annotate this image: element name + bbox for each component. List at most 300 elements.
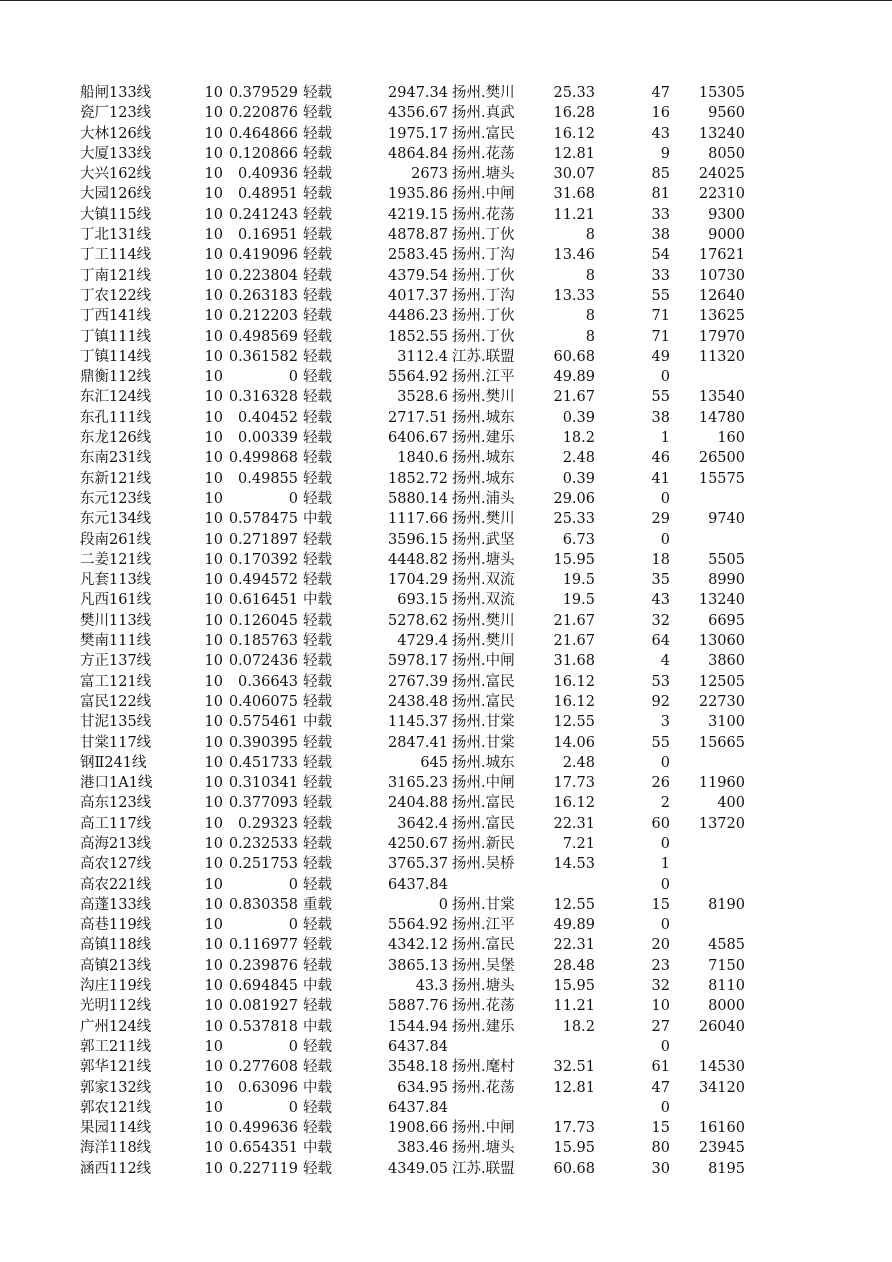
cell-voltage-kv: 10 xyxy=(204,653,223,670)
cell-load-status: 轻载 xyxy=(303,957,332,974)
cell-load-ratio: 0.498569 xyxy=(228,328,298,345)
table-row xyxy=(0,733,892,753)
cell-count: 15 xyxy=(651,1120,670,1137)
cell-remaining-capacity: 3765.37 xyxy=(388,856,448,873)
cell-remaining-capacity: 1908.66 xyxy=(388,1120,448,1137)
cell-substation: 扬州.城东 xyxy=(452,470,515,487)
cell-load-status: 轻载 xyxy=(303,1059,332,1076)
cell-count: 35 xyxy=(651,572,670,589)
cell-load-ratio: 0.263183 xyxy=(228,287,298,304)
table-row xyxy=(0,509,892,529)
cell-voltage-kv: 10 xyxy=(204,531,223,548)
table-row xyxy=(0,834,892,854)
cell-voltage-kv: 10 xyxy=(204,1140,223,1157)
cell-remaining-capacity: 645 xyxy=(420,754,448,771)
cell-substation: 扬州.吴桥 xyxy=(452,856,515,873)
cell-distance: 25.33 xyxy=(553,85,595,101)
cell-substation: 扬州.武坚 xyxy=(452,531,515,548)
cell-remaining-capacity: 5564.92 xyxy=(388,917,448,934)
cell-load-ratio: 0.499868 xyxy=(228,450,298,467)
cell-load-ratio: 0.223804 xyxy=(228,267,298,284)
cell-capacity: 34120 xyxy=(698,1079,745,1096)
cell-capacity: 23945 xyxy=(698,1140,745,1157)
cell-load-ratio: 0.578475 xyxy=(228,511,298,528)
cell-voltage-kv: 10 xyxy=(204,125,223,142)
cell-substation: 扬州.中闸 xyxy=(452,1120,515,1137)
table-row xyxy=(0,530,892,550)
cell-voltage-kv: 10 xyxy=(204,1079,223,1096)
table-row xyxy=(0,753,892,773)
cell-voltage-kv: 10 xyxy=(204,896,223,913)
cell-load-status: 轻载 xyxy=(303,998,332,1015)
cell-voltage-kv: 10 xyxy=(204,551,223,568)
cell-load-status: 轻载 xyxy=(303,267,332,284)
table-row xyxy=(0,895,892,915)
cell-load-ratio: 0.16951 xyxy=(238,227,298,244)
cell-substation: 扬州.丁沟 xyxy=(452,287,515,304)
feeder-load-table xyxy=(0,83,892,1179)
cell-substation: 扬州.富民 xyxy=(452,815,515,832)
cell-substation: 扬州.吴堡 xyxy=(452,957,515,974)
cell-load-status: 轻载 xyxy=(303,1160,332,1177)
cell-load-ratio: 0.212203 xyxy=(228,308,298,325)
cell-load-ratio: 0.575461 xyxy=(228,714,298,731)
cell-substation: 扬州.麾村 xyxy=(452,1059,515,1076)
cell-load-status: 轻载 xyxy=(303,775,332,792)
cell-load-status: 轻载 xyxy=(303,348,332,365)
cell-load-ratio: 0.239876 xyxy=(228,957,298,974)
cell-substation: 扬州.丁伙 xyxy=(452,227,515,244)
cell-voltage-kv: 10 xyxy=(204,470,223,487)
cell-line-name: 郭农121线 xyxy=(80,1099,152,1116)
cell-remaining-capacity: 4864.84 xyxy=(388,145,448,162)
cell-substation: 扬州.丁沟 xyxy=(452,247,515,264)
cell-load-ratio: 0.232533 xyxy=(228,835,298,852)
cell-remaining-capacity: 3596.15 xyxy=(388,531,448,548)
table-row xyxy=(0,1138,892,1158)
cell-remaining-capacity: 1704.29 xyxy=(388,572,448,589)
cell-load-status: 轻载 xyxy=(303,917,332,934)
cell-remaining-capacity: 1840.6 xyxy=(397,450,448,467)
table-row xyxy=(0,1098,892,1118)
cell-line-name: 涵西112线 xyxy=(80,1160,152,1177)
cell-substation: 扬州.江平 xyxy=(452,917,515,934)
cell-load-status: 轻载 xyxy=(303,206,332,223)
cell-remaining-capacity: 5278.62 xyxy=(388,612,448,629)
cell-capacity: 13060 xyxy=(698,633,745,650)
cell-line-name: 高农127线 xyxy=(80,856,152,873)
cell-load-status: 中载 xyxy=(303,592,332,609)
cell-load-ratio: 0.116977 xyxy=(228,937,298,954)
cell-load-status: 中载 xyxy=(303,1079,332,1096)
cell-distance: 60.68 xyxy=(553,1160,595,1177)
cell-voltage-kv: 10 xyxy=(204,430,223,447)
cell-substation: 扬州.塘头 xyxy=(452,166,515,183)
cell-voltage-kv: 10 xyxy=(204,856,223,873)
cell-line-name: 东新121线 xyxy=(80,470,152,487)
cell-distance: 13.46 xyxy=(553,247,595,264)
cell-capacity: 24025 xyxy=(698,166,745,183)
cell-remaining-capacity: 2404.88 xyxy=(388,795,448,812)
cell-voltage-kv: 10 xyxy=(204,105,223,122)
cell-capacity: 3860 xyxy=(708,653,745,670)
cell-distance: 8 xyxy=(585,267,595,284)
cell-distance: 18.2 xyxy=(562,1018,595,1035)
cell-substation: 扬州.富民 xyxy=(452,937,515,954)
cell-line-name: 大镇115线 xyxy=(80,206,152,223)
cell-count: 33 xyxy=(651,267,670,284)
table-row xyxy=(0,144,892,164)
cell-capacity: 22730 xyxy=(698,693,745,710)
cell-load-ratio: 0.00339 xyxy=(238,430,298,447)
cell-voltage-kv: 10 xyxy=(204,795,223,812)
cell-line-name: 高巷119线 xyxy=(80,917,152,934)
table-row xyxy=(0,976,892,996)
cell-count: 0 xyxy=(660,835,670,852)
cell-distance: 8 xyxy=(585,308,595,325)
cell-capacity: 9740 xyxy=(708,511,745,528)
table-row xyxy=(0,387,892,407)
cell-substation: 扬州.富民 xyxy=(452,795,515,812)
cell-distance: 31.68 xyxy=(553,186,595,203)
cell-count: 61 xyxy=(651,1059,670,1076)
table-row xyxy=(0,590,892,610)
cell-count: 23 xyxy=(651,957,670,974)
cell-line-name: 丁西141线 xyxy=(80,308,152,325)
cell-substation: 扬州.中闸 xyxy=(452,186,515,203)
cell-voltage-kv: 10 xyxy=(204,673,223,690)
cell-distance: 22.31 xyxy=(553,937,595,954)
cell-load-ratio: 0 xyxy=(288,1099,298,1116)
cell-line-name: 富工121线 xyxy=(80,673,152,690)
cell-capacity: 9000 xyxy=(708,227,745,244)
cell-substation: 扬州.甘棠 xyxy=(452,896,515,913)
cell-load-ratio: 0 xyxy=(288,917,298,934)
cell-line-name: 高东123线 xyxy=(80,795,152,812)
cell-voltage-kv: 10 xyxy=(204,308,223,325)
cell-load-ratio: 0.63096 xyxy=(238,1079,298,1096)
cell-voltage-kv: 10 xyxy=(204,85,223,101)
table-row xyxy=(0,367,892,387)
cell-load-ratio: 0.170392 xyxy=(228,551,298,568)
cell-load-ratio: 0.227119 xyxy=(228,1160,298,1177)
cell-capacity: 16160 xyxy=(698,1120,745,1137)
cell-count: 32 xyxy=(651,612,670,629)
cell-load-status: 轻载 xyxy=(303,1099,332,1116)
cell-load-ratio: 0.120866 xyxy=(228,145,298,162)
cell-substation: 扬州.花荡 xyxy=(452,998,515,1015)
cell-voltage-kv: 10 xyxy=(204,937,223,954)
cell-remaining-capacity: 6437.84 xyxy=(388,876,448,893)
cell-line-name: 凡西161线 xyxy=(80,592,152,609)
cell-load-status: 轻载 xyxy=(303,389,332,406)
cell-voltage-kv: 10 xyxy=(204,734,223,751)
cell-count: 33 xyxy=(651,206,670,223)
cell-distance: 14.06 xyxy=(553,734,595,751)
cell-remaining-capacity: 0 xyxy=(438,896,448,913)
cell-line-name: 高镇118线 xyxy=(80,937,152,954)
cell-load-status: 轻载 xyxy=(303,693,332,710)
cell-capacity: 11320 xyxy=(698,348,745,365)
cell-distance: 19.5 xyxy=(562,592,595,609)
cell-load-status: 轻载 xyxy=(303,612,332,629)
cell-line-name: 大园126线 xyxy=(80,186,152,203)
cell-voltage-kv: 10 xyxy=(204,1018,223,1035)
cell-remaining-capacity: 1975.17 xyxy=(388,125,448,142)
table-row xyxy=(0,875,892,895)
cell-count: 0 xyxy=(660,490,670,507)
cell-line-name: 光明112线 xyxy=(80,998,152,1015)
cell-distance: 14.53 xyxy=(553,856,595,873)
cell-distance: 25.33 xyxy=(553,511,595,528)
cell-remaining-capacity: 4878.87 xyxy=(388,227,448,244)
table-row xyxy=(0,347,892,367)
cell-capacity: 400 xyxy=(717,795,745,812)
cell-distance: 2.48 xyxy=(562,450,595,467)
cell-count: 1 xyxy=(660,430,670,447)
cell-voltage-kv: 10 xyxy=(204,328,223,345)
cell-voltage-kv: 10 xyxy=(204,693,223,710)
cell-substation: 扬州.甘棠 xyxy=(452,734,515,751)
cell-load-ratio: 0.419096 xyxy=(228,247,298,264)
cell-line-name: 大兴162线 xyxy=(80,166,152,183)
table-row xyxy=(0,1159,892,1179)
cell-distance: 31.68 xyxy=(553,653,595,670)
cell-load-status: 轻载 xyxy=(303,633,332,650)
cell-load-ratio: 0.40936 xyxy=(238,166,298,183)
cell-line-name: 果园114线 xyxy=(80,1120,152,1137)
cell-load-ratio: 0.36643 xyxy=(238,673,298,690)
table-row xyxy=(0,1078,892,1098)
cell-load-ratio: 0 xyxy=(288,369,298,386)
cell-voltage-kv: 10 xyxy=(204,1160,223,1177)
cell-load-status: 轻载 xyxy=(303,247,332,264)
cell-distance: 21.67 xyxy=(553,612,595,629)
cell-count: 46 xyxy=(651,450,670,467)
cell-count: 54 xyxy=(651,247,670,264)
cell-remaining-capacity: 5887.76 xyxy=(388,998,448,1015)
table-row xyxy=(0,712,892,732)
cell-remaining-capacity: 1544.94 xyxy=(388,1018,448,1035)
cell-load-ratio: 0.220876 xyxy=(228,105,298,122)
cell-count: 55 xyxy=(651,389,670,406)
cell-load-status: 轻载 xyxy=(303,754,332,771)
cell-remaining-capacity: 4379.54 xyxy=(388,267,448,284)
cell-load-status: 轻载 xyxy=(303,287,332,304)
cell-voltage-kv: 10 xyxy=(204,572,223,589)
cell-load-ratio: 0.48951 xyxy=(238,186,298,203)
cell-line-name: 丁南121线 xyxy=(80,267,152,284)
cell-load-ratio: 0.537818 xyxy=(228,1018,298,1035)
cell-load-status: 轻载 xyxy=(303,308,332,325)
cell-load-ratio: 0.316328 xyxy=(228,389,298,406)
cell-line-name: 高海213线 xyxy=(80,835,152,852)
table-row xyxy=(0,124,892,144)
table-row xyxy=(0,266,892,286)
cell-voltage-kv: 10 xyxy=(204,227,223,244)
table-row xyxy=(0,225,892,245)
cell-voltage-kv: 10 xyxy=(204,1038,223,1055)
cell-load-status: 轻载 xyxy=(303,227,332,244)
cell-capacity: 13240 xyxy=(698,125,745,142)
cell-capacity: 14530 xyxy=(698,1059,745,1076)
cell-load-status: 轻载 xyxy=(303,734,332,751)
cell-capacity: 10730 xyxy=(698,267,745,284)
cell-remaining-capacity: 2717.51 xyxy=(388,409,448,426)
cell-load-ratio: 0.251753 xyxy=(228,856,298,873)
cell-load-ratio: 0.277608 xyxy=(228,1059,298,1076)
cell-load-status: 轻载 xyxy=(303,369,332,386)
cell-remaining-capacity: 4448.82 xyxy=(388,551,448,568)
cell-line-name: 郭工211线 xyxy=(80,1038,152,1055)
cell-load-status: 轻载 xyxy=(303,551,332,568)
cell-remaining-capacity: 6437.84 xyxy=(388,1038,448,1055)
cell-count: 4 xyxy=(660,653,670,670)
cell-line-name: 丁北131线 xyxy=(80,227,152,244)
cell-count: 60 xyxy=(651,815,670,832)
cell-count: 38 xyxy=(651,409,670,426)
table-row xyxy=(0,83,892,103)
cell-remaining-capacity: 5978.17 xyxy=(388,653,448,670)
cell-line-name: 二姜121线 xyxy=(80,551,152,568)
cell-capacity: 8990 xyxy=(708,572,745,589)
cell-load-status: 轻载 xyxy=(303,876,332,893)
cell-voltage-kv: 10 xyxy=(204,835,223,852)
cell-substation: 扬州.城东 xyxy=(452,754,515,771)
cell-substation: 扬州.樊川 xyxy=(452,389,515,406)
table-row xyxy=(0,286,892,306)
cell-line-name: 大厦133线 xyxy=(80,145,152,162)
cell-load-status: 中载 xyxy=(303,714,332,731)
cell-voltage-kv: 10 xyxy=(204,876,223,893)
cell-line-name: 丁镇111线 xyxy=(80,328,152,345)
cell-line-name: 钢Ⅱ241线 xyxy=(80,754,147,771)
cell-line-name: 东汇124线 xyxy=(80,389,152,406)
table-row xyxy=(0,1118,892,1138)
cell-count: 9 xyxy=(660,145,670,162)
cell-count: 16 xyxy=(651,105,670,122)
cell-distance: 8 xyxy=(585,227,595,244)
cell-count: 0 xyxy=(660,369,670,386)
cell-substation: 扬州.富民 xyxy=(452,673,515,690)
cell-line-name: 东南231线 xyxy=(80,450,152,467)
table-row xyxy=(0,327,892,347)
cell-substation: 扬州.真武 xyxy=(452,105,515,122)
table-row xyxy=(0,672,892,692)
cell-distance: 28.48 xyxy=(553,957,595,974)
cell-remaining-capacity: 6437.84 xyxy=(388,1099,448,1116)
cell-count: 0 xyxy=(660,531,670,548)
cell-load-ratio: 0.29323 xyxy=(238,815,298,832)
cell-load-status: 轻载 xyxy=(303,572,332,589)
cell-substation: 扬州.浦头 xyxy=(452,490,515,507)
cell-distance: 12.55 xyxy=(553,896,595,913)
cell-count: 55 xyxy=(651,287,670,304)
cell-voltage-kv: 10 xyxy=(204,287,223,304)
table-row xyxy=(0,793,892,813)
cell-load-status: 中载 xyxy=(303,1140,332,1157)
cell-capacity: 13720 xyxy=(698,815,745,832)
top-border xyxy=(0,0,892,1)
cell-line-name: 高镇213线 xyxy=(80,957,152,974)
cell-substation: 扬州.富民 xyxy=(452,693,515,710)
cell-count: 71 xyxy=(651,328,670,345)
cell-distance: 30.07 xyxy=(553,166,595,183)
cell-load-ratio: 0.499636 xyxy=(228,1120,298,1137)
table-row xyxy=(0,448,892,468)
cell-voltage-kv: 10 xyxy=(204,267,223,284)
cell-load-status: 轻载 xyxy=(303,673,332,690)
cell-substation: 扬州.樊川 xyxy=(452,85,515,101)
cell-distance: 8 xyxy=(585,328,595,345)
table-row xyxy=(0,469,892,489)
cell-distance: 12.81 xyxy=(553,145,595,162)
cell-line-name: 船闸133线 xyxy=(80,85,152,101)
cell-remaining-capacity: 2847.41 xyxy=(388,734,448,751)
cell-load-status: 轻载 xyxy=(303,125,332,142)
cell-load-ratio: 0 xyxy=(288,490,298,507)
cell-distance: 11.21 xyxy=(553,206,595,223)
cell-capacity: 26500 xyxy=(698,450,745,467)
cell-line-name: 方正137线 xyxy=(80,653,152,670)
cell-distance: 19.5 xyxy=(562,572,595,589)
cell-load-status: 中载 xyxy=(303,978,332,995)
cell-line-name: 东龙126线 xyxy=(80,430,152,447)
cell-distance: 6.73 xyxy=(562,531,595,548)
table-row xyxy=(0,408,892,428)
cell-count: 0 xyxy=(660,917,670,934)
cell-distance: 16.12 xyxy=(553,673,595,690)
table-row xyxy=(0,935,892,955)
cell-substation: 扬州.樊川 xyxy=(452,511,515,528)
cell-line-name: 段南261线 xyxy=(80,531,152,548)
cell-load-status: 中载 xyxy=(303,511,332,528)
cell-count: 1 xyxy=(660,856,670,873)
cell-substation: 扬州.丁伙 xyxy=(452,267,515,284)
cell-load-ratio: 0.451733 xyxy=(228,754,298,771)
cell-capacity: 9560 xyxy=(708,105,745,122)
cell-line-name: 东元123线 xyxy=(80,490,152,507)
cell-load-status: 轻载 xyxy=(303,490,332,507)
cell-distance: 21.67 xyxy=(553,633,595,650)
table-row xyxy=(0,773,892,793)
cell-count: 0 xyxy=(660,876,670,893)
cell-voltage-kv: 10 xyxy=(204,612,223,629)
cell-load-ratio: 0.390395 xyxy=(228,734,298,751)
cell-substation: 扬州.新民 xyxy=(452,835,515,852)
cell-remaining-capacity: 693.15 xyxy=(397,592,448,609)
cell-count: 26 xyxy=(651,775,670,792)
cell-distance: 7.21 xyxy=(562,835,595,852)
cell-count: 53 xyxy=(651,673,670,690)
table-row xyxy=(0,915,892,935)
cell-remaining-capacity: 3112.4 xyxy=(397,348,448,365)
cell-line-name: 瓷厂123线 xyxy=(80,105,152,122)
cell-capacity: 8000 xyxy=(708,998,745,1015)
cell-remaining-capacity: 3528.6 xyxy=(397,389,448,406)
cell-load-ratio: 0 xyxy=(288,1038,298,1055)
cell-count: 80 xyxy=(651,1140,670,1157)
cell-load-status: 中载 xyxy=(303,1018,332,1035)
cell-count: 18 xyxy=(651,551,670,568)
cell-count: 47 xyxy=(651,1079,670,1096)
cell-count: 85 xyxy=(651,166,670,183)
cell-voltage-kv: 10 xyxy=(204,389,223,406)
cell-capacity: 160 xyxy=(717,430,745,447)
cell-substation: 扬州.花荡 xyxy=(452,1079,515,1096)
cell-voltage-kv: 10 xyxy=(204,1099,223,1116)
cell-remaining-capacity: 3165.23 xyxy=(388,775,448,792)
